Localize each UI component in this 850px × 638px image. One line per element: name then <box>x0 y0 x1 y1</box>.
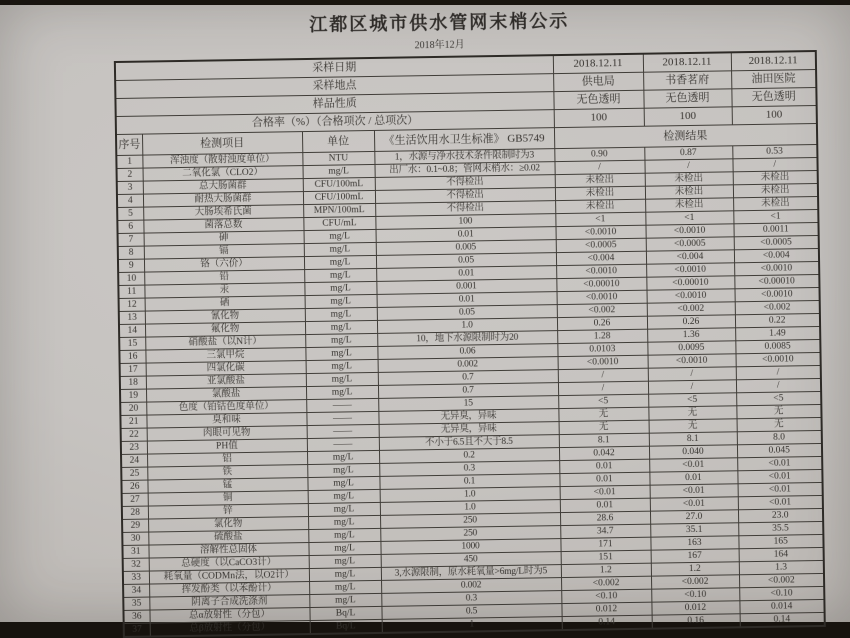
row-index-cell: 20 <box>120 402 146 415</box>
standard-cell: 0.01 <box>376 227 556 243</box>
result-cell: <0.0010 <box>558 355 648 369</box>
result-cell: <1 <box>733 209 818 223</box>
item-cell: 氯化物 <box>148 517 308 533</box>
item-cell: 砷 <box>144 231 304 247</box>
result-cell: 1.28 <box>557 329 647 343</box>
standard-cell: 0.01 <box>376 266 556 282</box>
standard-cell: 15 <box>378 396 558 412</box>
result-cell: <0.01 <box>738 495 823 509</box>
item-cell: 溶解性总固体 <box>148 543 308 559</box>
item-cell: 镉 <box>144 244 304 260</box>
item-cell: 亚氯酸盐 <box>146 374 306 390</box>
row-index-cell: 14 <box>119 324 145 337</box>
unit-cell: mg/L <box>305 320 377 334</box>
result-cell: <0.0010 <box>647 289 735 303</box>
info-label: 采样地点 <box>115 74 553 99</box>
data-rows <box>116 144 824 636</box>
item-cell: 浑浊度（散射浊度单位） <box>142 153 302 169</box>
item-cell: 硫酸盐 <box>148 530 308 546</box>
standard-cell: 0.002 <box>381 578 561 594</box>
result-cell: 0.042 <box>559 446 649 460</box>
row-index-cell: 29 <box>122 519 148 532</box>
row-index-cell: 27 <box>122 493 148 506</box>
result-cell: 0.01 <box>559 472 649 486</box>
result-cell: <0.002 <box>647 302 735 316</box>
item-cell: 汞 <box>144 283 304 299</box>
row-index-cell: 16 <box>119 350 145 363</box>
info-value: 无色透明 <box>643 89 731 108</box>
row-index-cell: 21 <box>120 415 146 428</box>
row-index-cell: 3 <box>117 181 143 194</box>
standard-cell: 0.05 <box>376 253 556 269</box>
standard-cell: 无异臭，异味 <box>378 409 558 425</box>
unit-cell: mg/L <box>305 333 377 347</box>
result-cell: 0.0095 <box>647 341 735 355</box>
row-index-cell: 35 <box>123 597 149 610</box>
standard-cell: 100 <box>375 214 555 230</box>
result-cell: <0.002 <box>561 576 651 590</box>
unit-cell: mg/L <box>307 476 379 490</box>
col-index: 序号 <box>116 134 142 155</box>
result-cell: 0.16 <box>652 614 740 629</box>
standard-cell: 1.0 <box>380 487 560 503</box>
unit-cell: NTU <box>302 151 374 165</box>
result-cell: <0.01 <box>738 482 823 496</box>
row-index-cell: 13 <box>119 311 145 324</box>
result-cell: <0.00010 <box>556 277 646 291</box>
result-cell: 0.26 <box>647 315 735 329</box>
item-cell: 氟化物 <box>145 322 305 338</box>
unit-cell: CFU/mL <box>303 216 375 230</box>
result-cell: <0.10 <box>561 589 651 603</box>
result-cell: 未检出 <box>555 199 645 213</box>
standard-cell: 0.7 <box>378 383 558 399</box>
result-cell: <1 <box>555 212 645 226</box>
result-cell: 未检出 <box>733 183 818 197</box>
item-cell: 耐热大肠菌群 <box>143 192 303 208</box>
info-value: 2018.12.11 <box>643 52 731 72</box>
item-cell: 挥发酚类（以苯酚计） <box>149 582 309 598</box>
standard-cell: 0.01 <box>377 292 557 308</box>
info-value: 无色透明 <box>553 90 643 109</box>
result-cell: 167 <box>651 549 739 563</box>
info-value: 油田医院 <box>731 70 816 89</box>
result-cell: <0.0005 <box>646 237 734 251</box>
unit-cell: mg/L <box>303 164 375 178</box>
row-index-cell: 7 <box>118 233 144 246</box>
standard-cell: 1000 <box>380 539 560 555</box>
unit-cell: mg/L <box>306 385 378 399</box>
standard-cell: 0.001 <box>376 279 556 295</box>
row-index-cell: 6 <box>117 220 143 233</box>
result-cell: <0.004 <box>734 248 819 262</box>
unit-cell: mg/L <box>308 489 380 503</box>
result-cell: 1.2 <box>651 562 739 576</box>
result-cell: <0.0010 <box>736 352 821 366</box>
standard-cell: 450 <box>381 552 561 568</box>
unit-cell: mg/L <box>305 294 377 308</box>
col-unit: 单位 <box>302 130 374 152</box>
result-cell: 164 <box>739 547 824 561</box>
result-cell: / <box>736 365 821 379</box>
result-cell: 未检出 <box>555 173 645 187</box>
result-cell: 1.36 <box>647 328 735 342</box>
result-cell: 0.14 <box>562 615 652 630</box>
unit-cell: —— <box>306 411 378 425</box>
info-value: 100 <box>554 108 644 127</box>
standard-cell: 0.002 <box>378 357 558 373</box>
result-cell: / <box>736 378 821 392</box>
item-cell: 菌落总数 <box>143 218 303 234</box>
unit-cell: —— <box>307 437 379 451</box>
unit-cell: mg/L <box>308 528 380 542</box>
result-cell: 28.6 <box>560 511 650 525</box>
water-quality-table <box>114 50 826 638</box>
result-cell: 8.1 <box>649 432 737 446</box>
result-cell: 未检出 <box>555 186 645 200</box>
result-cell: 35.5 <box>738 521 823 535</box>
item-cell: 色度（铂钴色度单位） <box>146 400 306 416</box>
result-cell: 0.0011 <box>733 222 818 236</box>
item-cell: 总硬度（以CaCO3计） <box>149 556 309 572</box>
item-cell: 锌 <box>148 504 308 520</box>
result-cell: / <box>554 160 644 174</box>
result-cell: <0.002 <box>557 303 647 317</box>
result-cell: 35.1 <box>650 523 738 537</box>
info-value: 书香茗府 <box>643 71 731 90</box>
item-cell: 耗氧量（CODMn法，以O2计） <box>149 569 309 585</box>
row-index-cell: 1 <box>116 155 142 168</box>
result-cell: <0.01 <box>649 458 737 472</box>
row-index-cell: 9 <box>118 259 144 272</box>
standard-cell: 0.3 <box>381 591 561 607</box>
table-header <box>115 51 817 135</box>
result-cell: 8.1 <box>559 433 649 447</box>
result-cell: 未检出 <box>645 172 733 186</box>
result-cell: <0.00010 <box>734 274 819 288</box>
result-cell: / <box>644 159 732 173</box>
result-cell: <0.002 <box>739 573 824 587</box>
result-cell: 0.012 <box>561 602 651 616</box>
unit-cell: mg/L <box>306 372 378 386</box>
item-cell: 铜 <box>148 491 308 507</box>
result-cell: 23.0 <box>738 508 823 522</box>
document-sheet <box>113 3 835 638</box>
unit-cell: mg/L <box>308 541 380 555</box>
result-cell: <0.004 <box>646 250 734 264</box>
result-cell: <0.0010 <box>648 354 736 368</box>
standard-cell: 出厂水：0.1~0.8；管网末梢水：≥0.02 <box>374 162 554 178</box>
standard-cell: 1 <box>382 617 562 633</box>
result-cell: 0.040 <box>649 445 737 459</box>
row-index-cell: 36 <box>123 610 149 623</box>
standard-cell: 0.5 <box>381 604 561 620</box>
row-index-cell: 15 <box>119 337 145 350</box>
item-cell: 总大肠菌群 <box>143 179 303 195</box>
unit-cell: CFU/100mL <box>303 177 375 191</box>
row-index-cell: 5 <box>117 207 143 220</box>
item-cell: 阴离子合成洗涤剂 <box>149 595 309 611</box>
item-cell: 大肠埃希氏菌 <box>143 205 303 221</box>
row-index-cell: 30 <box>122 532 148 545</box>
result-cell: 无 <box>559 420 649 434</box>
standard-cell: 0.7 <box>378 370 558 386</box>
item-cell: PH值 <box>147 439 307 455</box>
result-cell: <0.004 <box>556 251 646 265</box>
standard-cell: 不得检出 <box>375 201 555 217</box>
unit-cell: —— <box>307 424 379 438</box>
item-cell: 铁 <box>147 465 307 481</box>
result-cell: 未检出 <box>733 170 818 184</box>
result-cell: <0.0010 <box>645 224 733 238</box>
standard-cell: 0.06 <box>377 344 557 360</box>
row-index-cell: 11 <box>118 285 144 298</box>
result-cell: 未检出 <box>733 196 818 210</box>
row-index-cell: 4 <box>117 194 143 207</box>
unit-cell: mg/L <box>307 450 379 464</box>
unit-cell: —— <box>306 398 378 412</box>
col-item: 检测项目 <box>142 132 302 156</box>
row-index-cell: 34 <box>123 584 149 597</box>
result-cell: <5 <box>648 393 736 407</box>
page-title: 江都区城市供水管网末梢公示 <box>309 10 570 35</box>
result-cell: 0.22 <box>735 313 820 327</box>
result-cell: 0.014 <box>739 599 824 613</box>
standard-cell: 不得检出 <box>375 175 555 191</box>
result-cell: 8.0 <box>737 430 822 444</box>
info-value: 供电局 <box>553 72 643 91</box>
result-cell: 0.0085 <box>735 339 820 353</box>
row-index-cell: 28 <box>122 506 148 519</box>
unit-cell: mg/L <box>308 502 380 516</box>
item-cell: 臭和味 <box>146 413 306 429</box>
result-cell: 无 <box>558 407 648 421</box>
result-cell: <0.0010 <box>557 290 647 304</box>
item-cell: 氰化物 <box>145 309 305 325</box>
page-subtitle: 2018年12月 <box>414 39 465 52</box>
result-cell: <5 <box>736 391 821 405</box>
row-index-cell: 12 <box>119 298 145 311</box>
item-cell: 三氯甲烷 <box>145 348 305 364</box>
unit-cell: mg/L <box>305 346 377 360</box>
standard-cell: 1.0 <box>377 318 557 334</box>
result-cell: 1.2 <box>561 563 651 577</box>
result-cell: <0.0010 <box>734 261 819 275</box>
result-cell: 无 <box>736 404 821 418</box>
standard-cell: 无异臭，异味 <box>379 422 559 438</box>
result-cell: 163 <box>650 536 738 550</box>
item-cell: 铅 <box>144 270 304 286</box>
info-value: 无色透明 <box>731 88 816 107</box>
result-cell: 0.01 <box>649 471 737 485</box>
col-result: 检测结果 <box>554 123 817 148</box>
result-cell: <0.01 <box>737 469 822 483</box>
result-cell: / <box>648 380 736 394</box>
result-cell: 0.26 <box>557 316 647 330</box>
standard-cell: 1，水源与净水技术条件限制时为3 <box>374 149 554 165</box>
unit-cell: MPN/100mL <box>303 203 375 217</box>
result-cell: 未检出 <box>645 185 733 199</box>
result-cell: 0.0103 <box>557 342 647 356</box>
result-cell: 无 <box>649 419 737 433</box>
row-index-cell: 32 <box>123 558 149 571</box>
info-value: 2018.12.11 <box>553 54 643 74</box>
item-cell: 氯酸盐 <box>146 387 306 403</box>
result-cell: 0.01 <box>560 498 650 512</box>
result-cell: <0.0010 <box>555 225 645 239</box>
row-index-cell: 23 <box>121 441 147 454</box>
result-cell: / <box>558 381 648 395</box>
result-cell: <0.01 <box>560 485 650 499</box>
result-cell: <0.00010 <box>646 276 734 290</box>
unit-cell: Bq/L <box>310 619 382 634</box>
info-label: 样品性质 <box>115 92 553 117</box>
standard-cell: 250 <box>380 526 560 542</box>
standard-cell: 不小于6.5且不大于8.5 <box>379 435 559 451</box>
row-index-cell: 18 <box>120 376 146 389</box>
row-index-cell: 37 <box>124 623 150 637</box>
result-cell: <0.0005 <box>734 235 819 249</box>
result-cell: <0.0010 <box>646 263 734 277</box>
standard-cell: 3,水源限制，原水耗氧量>6mg/L时为5 <box>381 565 561 581</box>
standard-cell: 0.2 <box>379 448 559 464</box>
unit-cell: CFU/100mL <box>303 190 375 204</box>
result-cell: <0.01 <box>650 497 738 511</box>
result-cell: 1.3 <box>739 560 824 574</box>
result-cell: 0.012 <box>651 601 739 615</box>
unit-cell: mg/L <box>304 281 376 295</box>
item-cell: 二氧化氯（CLO2） <box>143 166 303 182</box>
unit-cell: mg/L <box>307 463 379 477</box>
standard-cell: 10，地下水源限制时为20 <box>377 331 557 347</box>
info-value: 100 <box>732 105 817 124</box>
row-index-cell: 17 <box>120 363 146 376</box>
row-index-cell: 25 <box>121 467 147 480</box>
item-cell: 四氯化碳 <box>146 361 306 377</box>
row-index-cell: 24 <box>121 454 147 467</box>
unit-cell: mg/L <box>305 307 377 321</box>
unit-cell: mg/L <box>308 515 380 529</box>
item-cell: 肉眼可见物 <box>147 426 307 442</box>
result-cell: 151 <box>561 550 651 564</box>
result-cell: 无 <box>648 406 736 420</box>
info-label: 采样日期 <box>115 55 553 80</box>
standard-cell: 0.05 <box>377 305 557 321</box>
item-cell: 铝 <box>147 452 307 468</box>
result-cell: / <box>732 157 817 171</box>
unit-cell: mg/L <box>304 229 376 243</box>
result-cell: 1.49 <box>735 326 820 340</box>
row-index-cell: 2 <box>117 168 143 181</box>
result-cell: / <box>648 367 736 381</box>
unit-cell: mg/L <box>309 580 381 594</box>
unit-cell: mg/L <box>309 593 381 607</box>
info-label: 合格率（%）（合格项次 / 总项次） <box>116 110 554 135</box>
result-cell: 0.53 <box>732 144 817 158</box>
result-cell: 171 <box>560 537 650 551</box>
standard-cell: 250 <box>380 513 560 529</box>
col-standard: 《生活饮用水卫生标准》 GB5749 <box>374 128 554 152</box>
unit-cell: mg/L <box>304 255 376 269</box>
item-cell: 总β放射性（分包） <box>150 621 310 637</box>
info-value: 2018.12.11 <box>731 51 816 71</box>
item-cell: 硒 <box>145 296 305 312</box>
standard-cell: 0.3 <box>379 461 559 477</box>
result-cell: 27.0 <box>650 510 738 524</box>
result-cell: 0.01 <box>559 459 649 473</box>
result-cell: <0.0005 <box>556 238 646 252</box>
row-index-cell: 31 <box>122 545 148 558</box>
unit-cell: mg/L <box>304 242 376 256</box>
item-cell: 锰 <box>147 478 307 494</box>
item-cell: 硝酸盐（以N计） <box>145 335 305 351</box>
unit-cell: mg/L <box>309 567 381 581</box>
result-cell: 0.90 <box>554 147 644 161</box>
row-index-cell: 22 <box>121 428 147 441</box>
result-cell: 无 <box>737 417 822 431</box>
unit-cell: Bq/L <box>309 606 381 620</box>
result-cell: <0.002 <box>735 300 820 314</box>
result-cell: 0.14 <box>740 612 825 627</box>
standard-cell: 0.1 <box>379 474 559 490</box>
result-cell: 未检出 <box>645 198 733 212</box>
row-index-cell: 10 <box>118 272 144 285</box>
result-cell: 0.045 <box>737 443 822 457</box>
standard-cell: 不得检出 <box>375 188 555 204</box>
result-cell: <0.0010 <box>734 287 819 301</box>
result-cell: <0.10 <box>651 588 739 602</box>
standard-cell: 1.0 <box>380 500 560 516</box>
result-cell: 34.7 <box>560 524 650 538</box>
result-cell: / <box>558 368 648 382</box>
result-cell: <0.0010 <box>556 264 646 278</box>
info-value: 100 <box>644 107 732 126</box>
result-cell: <0.002 <box>651 575 739 589</box>
result-cell: <5 <box>558 394 648 408</box>
result-cell: 165 <box>738 534 823 548</box>
item-cell: 铬（六价） <box>144 257 304 273</box>
result-cell: <1 <box>645 211 733 225</box>
standard-cell: 0.005 <box>376 240 556 256</box>
result-cell: 0.87 <box>644 146 732 160</box>
row-index-cell: 33 <box>123 571 149 584</box>
result-cell: <0.10 <box>739 586 824 600</box>
row-index-cell: 8 <box>118 246 144 259</box>
row-index-cell: 26 <box>121 480 147 493</box>
row-index-cell: 19 <box>120 389 146 402</box>
unit-cell: mg/L <box>306 359 378 373</box>
result-cell: <0.01 <box>650 484 738 498</box>
unit-cell: mg/L <box>304 268 376 282</box>
item-cell: 总α放射性（分包） <box>149 608 309 624</box>
unit-cell: mg/L <box>309 554 381 568</box>
result-cell: <0.01 <box>737 456 822 470</box>
